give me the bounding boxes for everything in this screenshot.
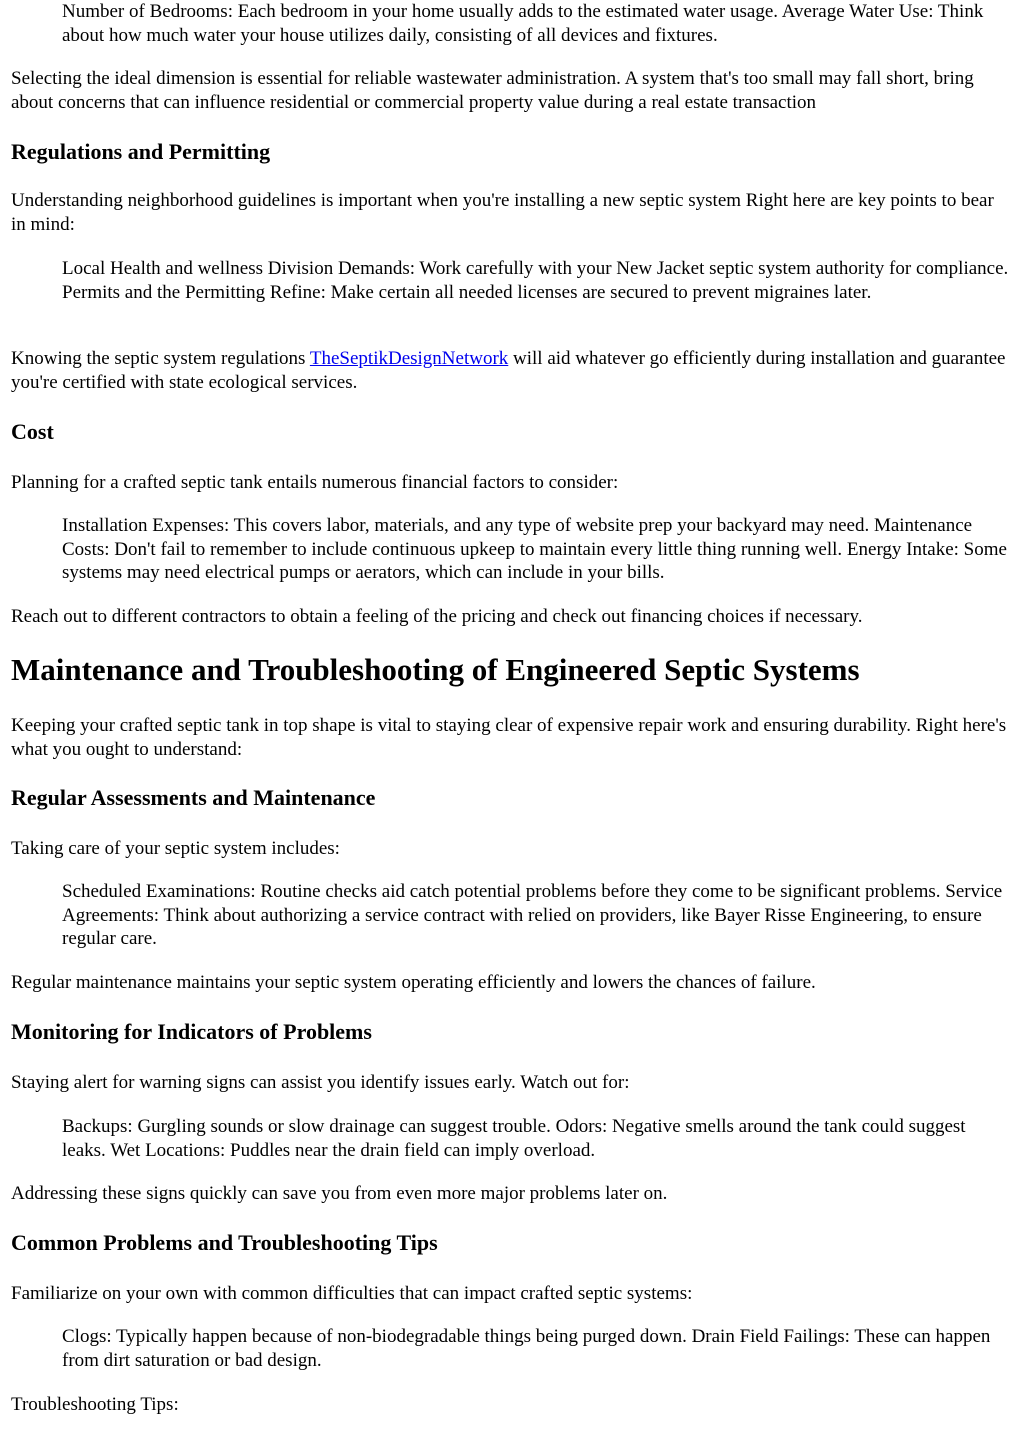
health-division-paragraph: Local Health and wellness Division Demands: Work carefully with your New Jacket septic system authority for compliance. Permits and the Permitting Refine: Make certain all needed licenses are secured to prevent migraines later. bbox=[62, 258, 1009, 303]
cost-intro-paragraph: Planning for a crafted septic tank entails numerous financial factors to consider: bbox=[11, 472, 619, 493]
care-intro-paragraph: Taking care of your septic system includes: bbox=[11, 838, 340, 859]
bedrooms-water-use-paragraph: Number of Bedrooms: Each bedroom in your home usually adds to the estimated water usage. Average Water Use: Think about how much water your house utilizes daily, consisting of all devices and fixtures. bbox=[62, 1, 984, 46]
addressing-signs-paragraph: Addressing these signs quickly can save you from even more major problems later on. bbox=[11, 1183, 668, 1204]
heading-regulations-permitting: Regulations and Permitting bbox=[11, 139, 271, 164]
regulations-text-before-link: Knowing the septic system regulations bbox=[11, 348, 310, 369]
troubleshooting-tips-paragraph: Troubleshooting Tips: bbox=[11, 1394, 179, 1415]
cost-details-paragraph: Installation Expenses: This covers labor, materials, and any type of website prep your backyard may need. Maintenance Costs: Don't fail to remember to include continuous upkeep to maintain every little thing running well. Energy Intake: Some systems may need electrical pumps or aerators, which can include in your bills. bbox=[62, 515, 1007, 583]
regular-maintenance-paragraph: Regular maintenance maintains your septic system operating efficiently and lowers the chances of failure. bbox=[11, 972, 816, 993]
heading-maintenance-troubleshooting: Maintenance and Troubleshooting of Engineered Septic Systems bbox=[11, 652, 860, 687]
warning-signs-paragraph: Backups: Gurgling sounds or slow drainage can suggest trouble. Odors: Negative smells around the tank could suggest leaks. Wet Locations: Puddles near the drain field can imply overload. bbox=[62, 1116, 966, 1161]
contractors-paragraph: Reach out to different contractors to obtain a feeling of the pricing and check out financing choices if necessary. bbox=[11, 606, 863, 627]
heading-common-problems: Common Problems and Troubleshooting Tips bbox=[11, 1230, 438, 1255]
regulations-intro-paragraph: Understanding neighborhood guidelines is important when you're installing a new septic system Right here are key points to bear in mind: bbox=[11, 190, 994, 235]
clogs-paragraph: Clogs: Typically happen because of non-biodegradable things being purged down. Drain Field Failings: These can happen from dirt saturation or bad design. bbox=[62, 1326, 991, 1371]
heading-regular-assessments: Regular Assessments and Maintenance bbox=[11, 785, 376, 810]
maintenance-intro-paragraph: Keeping your crafted septic tank in top shape is vital to staying clear of expensive repair work and ensuring durability. Right here's what you ought to understand: bbox=[11, 715, 1007, 760]
heading-cost: Cost bbox=[11, 419, 54, 444]
heading-monitoring-indicators: Monitoring for Indicators of Problems bbox=[11, 1019, 372, 1044]
common-difficulties-paragraph: Familiarize on your own with common difficulties that can impact crafted septic systems: bbox=[11, 1283, 693, 1304]
examinations-paragraph: Scheduled Examinations: Routine checks aid catch potential problems before they come to be significant problems. Service Agreements: Think about authorizing a service contract with relied on providers, like Bayer Risse Engineering, to ensure regular care. bbox=[62, 881, 1003, 949]
septic-regulations-paragraph bbox=[11, 347, 1011, 394]
regulations-text-after-link: will aid whatever go efficiently during installation and guarantee you're certified with state ecological services. bbox=[11, 348, 1006, 393]
septik-design-network-link[interactable]: TheSeptikDesignNetwork bbox=[309, 348, 509, 369]
ideal-dimension-paragraph: Selecting the ideal dimension is essential for reliable wastewater administration. A system that's too small may fall short, bring about concerns that can influence residential or commercial property value during a real estate transaction bbox=[11, 68, 974, 113]
warning-signs-intro-paragraph: Staying alert for warning signs can assist you identify issues early. Watch out for: bbox=[11, 1072, 630, 1093]
